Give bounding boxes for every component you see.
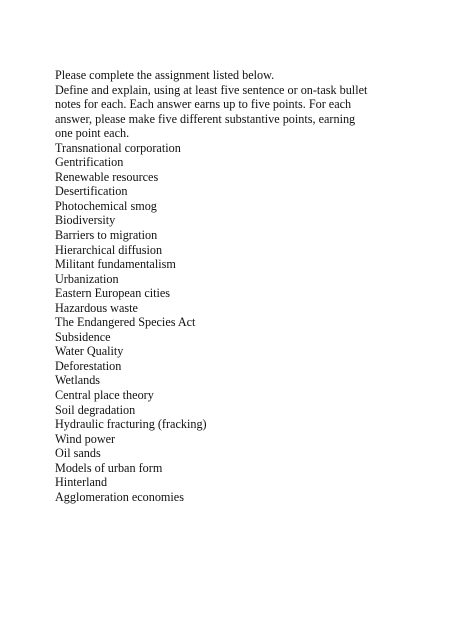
instruction-line: one point each. bbox=[55, 126, 130, 141]
topic-item: Subsidence bbox=[55, 329, 111, 344]
topic-item: Photochemical smog bbox=[55, 198, 157, 213]
topic-item: Transnational corporation bbox=[55, 140, 181, 155]
topic-item: Urbanization bbox=[55, 271, 119, 286]
instruction-line: Define and explain, using at least five sentence or on-task bullet bbox=[55, 82, 368, 97]
topic-list bbox=[55, 141, 395, 505]
topic-item: Water Quality bbox=[55, 344, 124, 359]
topic-item: Hierarchical diffusion bbox=[55, 242, 163, 257]
topic-item: Models of urban form bbox=[55, 460, 163, 475]
topic-item: Renewable resources bbox=[55, 169, 159, 184]
topic-item: Hydraulic fracturing (fracking) bbox=[55, 417, 207, 432]
instruction-line: notes for each. Each answer earns up to five points. For each bbox=[55, 97, 352, 112]
topic-item: Eastern European cities bbox=[55, 286, 171, 301]
topic-item: Gentrification bbox=[55, 155, 124, 170]
assignment-instructions bbox=[55, 68, 395, 141]
topic-item: Hazardous waste bbox=[55, 300, 138, 315]
topic-item: Biodiversity bbox=[55, 213, 116, 228]
topic-item: Wetlands bbox=[55, 373, 101, 388]
topic-item: Central place theory bbox=[55, 388, 154, 403]
document-content bbox=[55, 68, 395, 504]
topic-item: Militant fundamentalism bbox=[55, 257, 176, 272]
instruction-line: answer, please make five different substantive points, earning bbox=[55, 111, 356, 126]
topic-item: Desertification bbox=[55, 184, 128, 199]
topic-item: Oil sands bbox=[55, 446, 101, 461]
topic-item: Soil degradation bbox=[55, 402, 136, 417]
instruction-line: Please complete the assignment listed below. bbox=[55, 68, 275, 82]
topic-item: Wind power bbox=[55, 431, 116, 446]
topic-item: Hinterland bbox=[55, 475, 108, 490]
topic-item: Deforestation bbox=[55, 358, 122, 373]
topic-item: Agglomeration economies bbox=[55, 489, 184, 504]
topic-item: Barriers to migration bbox=[55, 228, 158, 243]
topic-item: The Endangered Species Act bbox=[55, 315, 196, 330]
